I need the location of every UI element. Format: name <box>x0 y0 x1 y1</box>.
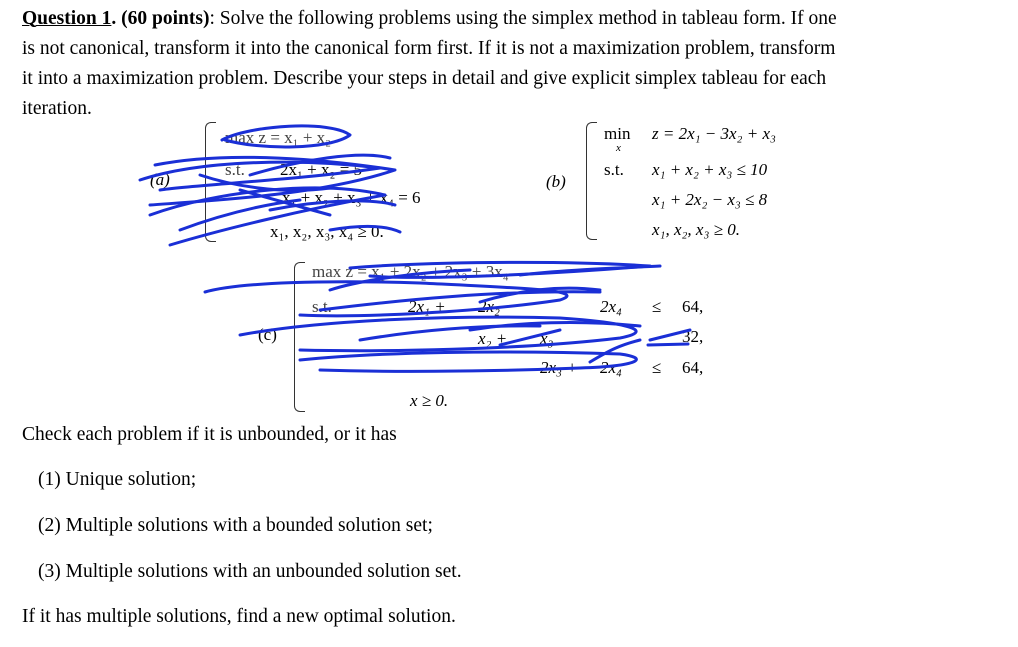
question-instructions-1: : Solve the following problems using the simplex method in tableau form. If one <box>209 8 837 29</box>
closing-instruction: If it has multiple solutions, find a new optimal solution. <box>22 606 456 627</box>
problem-c-nonneg: x ≥ 0. <box>410 391 449 410</box>
problem-c-r3-term2: 2x₄ <box>600 358 622 377</box>
problem-c-r3-rel: ≤ <box>652 358 662 377</box>
check-option-2: (2) Multiple solutions with a bounded solution set; <box>38 515 433 536</box>
problem-c-r1-rel: ≤ <box>652 297 662 316</box>
scribble-c-3 <box>320 288 600 310</box>
problem-b-objective: z = 2x₁ − 3x₂ + x₃ <box>652 124 776 143</box>
problem-a-nonneg: x₁, x₂, x₃, x₄ ≥ 0. <box>270 222 384 241</box>
problem-c-r1-rhs: 64, <box>682 297 704 316</box>
problem-b-constraint-2: x₁ + 2x₂ − x₃ ≤ 8 <box>652 190 768 209</box>
problem-b-nonneg: x₁, x₂, x₃ ≥ 0. <box>652 220 740 239</box>
problem-c-brace <box>294 262 305 412</box>
question-instructions-3: it into a maximization problem. Describe your steps in detail and give explicit simplex tableau for each <box>22 68 827 89</box>
problem-b-brace <box>586 122 597 240</box>
check-option-1: (1) Unique solution; <box>38 469 197 490</box>
question-header-line <box>22 8 837 30</box>
problem-b-min-subscript: x <box>616 142 621 154</box>
problem-a-objective: max z = x₁ + x₂ <box>225 128 332 147</box>
problem-c-r3-term1: 2x₃ + <box>540 358 578 377</box>
problem-c-r2-term1: x₂ + <box>478 329 508 348</box>
question-instructions-4: iteration. <box>22 98 92 119</box>
question-title: Question 1 <box>22 8 112 29</box>
problem-c-r3-rhs: 64, <box>682 358 704 377</box>
problem-b-constraint-1: x₁ + x₂ + x₃ ≤ 10 <box>652 160 768 179</box>
problem-b-min: min <box>604 124 631 143</box>
problem-c-r1-term1: 2x₁ + <box>408 297 446 316</box>
check-option-3: (3) Multiple solutions with an unbounded solution set. <box>38 561 462 582</box>
question-points: . (60 points) <box>111 8 210 29</box>
check-lead: Check each problem if it is unbounded, or it has <box>22 424 397 445</box>
problem-b-label: (b) <box>546 172 566 191</box>
problem-b-st: s.t. <box>604 160 624 179</box>
problem-c-r1-term4: 2x₄ <box>600 297 622 316</box>
question-instructions-2: is not canonical, transform it into the canonical form first. If it is not a maximization problem, transform <box>22 38 836 59</box>
problem-c-objective: max z = x₁ + 2x₂ + 2x₃ + 3x₄ <box>312 262 509 281</box>
scribble-c-2 <box>205 282 567 316</box>
scribble-c-6 <box>300 352 636 371</box>
problem-a-label: (a) <box>150 170 170 189</box>
problem-c-label: (c) <box>258 325 277 344</box>
problem-c-r2-rhs: 32, <box>682 327 704 346</box>
problem-a-st: s.t. <box>225 160 245 179</box>
problem-a-brace <box>205 122 216 242</box>
problem-c-r1-term2: 2x₂ <box>478 297 500 316</box>
problem-a-constraint-1: 2x₁ + x₂ = 5 <box>280 160 363 179</box>
problem-a-constraint-2: x₁ + x₂ + x₃ + x₄ = 6 <box>282 188 421 207</box>
problem-c-st: s.t. <box>312 297 332 316</box>
problem-c-r2-term2: x₃ <box>540 329 554 348</box>
